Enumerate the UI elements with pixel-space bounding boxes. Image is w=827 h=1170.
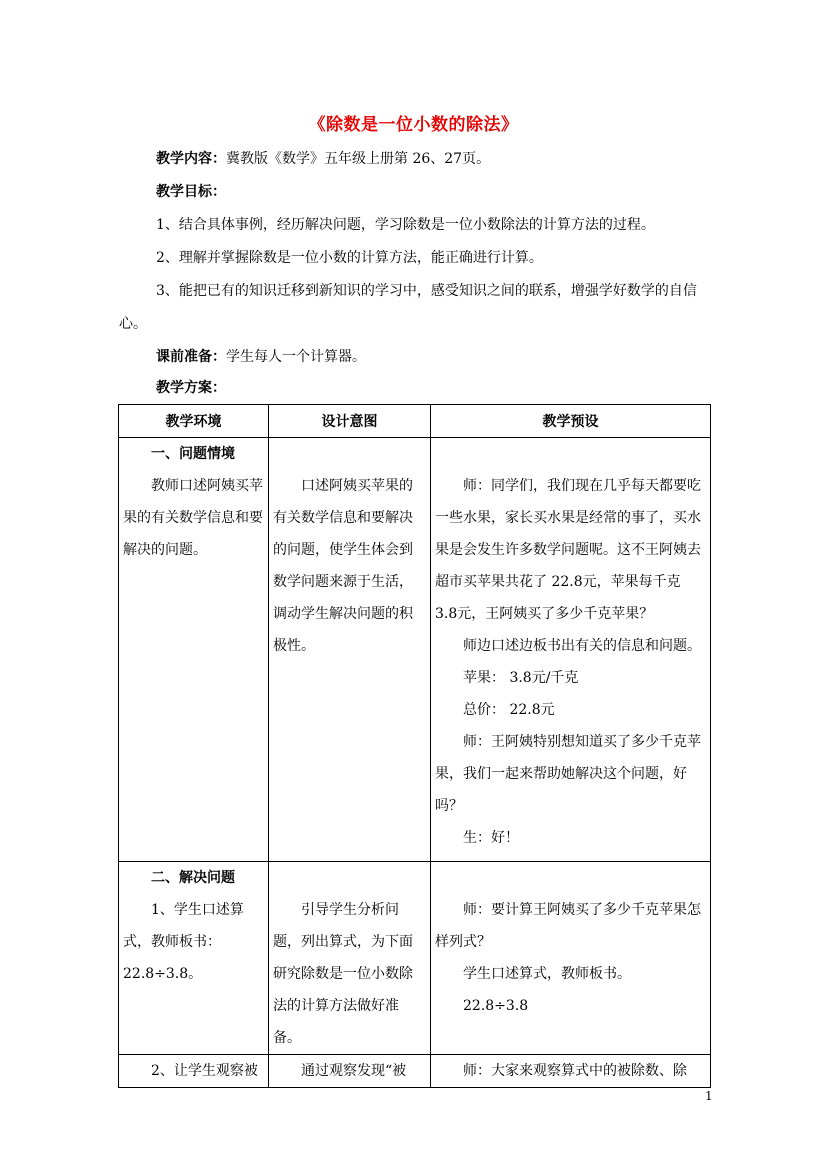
plan-table	[118, 404, 711, 1088]
preset-text: 师：大家来观察算式中的被除数、除	[463, 1063, 687, 1079]
content-text: 冀教版《数学》五年级上册第 26、27页。	[226, 151, 491, 167]
intent-cell	[269, 1055, 431, 1088]
goal-item-1: 1、结合具体事例，经历解决问题，学习除数是一位小数除法的计算方法的过程。	[156, 217, 655, 233]
preset-cell	[431, 1055, 711, 1088]
preset-text: 师：王阿姨特别想知道买了多少千克苹果，我们一起来帮助她解决这个问题，好吗？	[435, 734, 701, 814]
intent-text: 口述阿姨买苹果的有关数学信息和要解决的问题，使学生体会到数学问题来源于生活，调动学生解决问题的积极性。	[273, 478, 413, 654]
intent-cell	[269, 438, 431, 862]
page-number: 1	[705, 1089, 713, 1103]
preset-text: 师：同学们，我们现在几乎每天都要吃一些水果，家长买水果是经常的事了，买水果是会发生许多数学问题呢。这不王阿姨去超市买苹果共花了 22.8元，苹果每千克 3.8元，王阿姨买了多少千克苹果？	[435, 478, 701, 622]
table-row	[119, 862, 711, 1055]
prep-label: 课前准备：	[156, 349, 226, 365]
plan-label: 教学方案：	[156, 380, 226, 396]
content-line	[119, 143, 711, 176]
prep-text: 学生每人一个计算器。	[226, 349, 366, 365]
plan-heading	[119, 372, 711, 405]
header-preset: 教学预设	[431, 405, 711, 438]
header-intent: 设计意图	[269, 405, 431, 438]
env-text: 1、学生口述算式，教师板书： 22.8÷3.8。	[123, 902, 244, 982]
preset-text: 22.8÷3.8	[463, 998, 529, 1014]
preset-text: 生：好！	[463, 830, 519, 846]
content-label: 教学内容：	[156, 151, 226, 167]
preset-cell	[431, 438, 711, 862]
prep-line	[119, 341, 711, 374]
env-cell	[119, 862, 269, 1055]
preset-text: 师边口述边板书出有关的信息和问题。	[463, 638, 701, 654]
preset-text: 学生口述算式，教师板书。	[463, 966, 631, 982]
section-title: 一、问题情境	[151, 446, 235, 462]
section-title: 二、解决问题	[151, 870, 235, 886]
table-header-row	[119, 405, 711, 438]
intent-text: 通过观察发现“被	[301, 1063, 407, 1079]
goal-item-2: 2、理解并掌握除数是一位小数的计算方法，能正确进行计算。	[156, 250, 543, 266]
table-row	[119, 1055, 711, 1088]
document-title: 《除数是一位小数的除法》	[308, 115, 519, 135]
header-env: 教学环境	[119, 405, 269, 438]
goals-heading	[119, 176, 711, 209]
table-row	[119, 438, 711, 862]
env-text: 2、让学生观察被	[151, 1063, 258, 1079]
preset-text: 总价： 22.8元	[463, 702, 555, 718]
preset-text: 苹果： 3.8元/千克	[463, 670, 579, 686]
intent-cell	[269, 862, 431, 1055]
preset-text: 师：要计算王阿姨买了多少千克苹果怎样列式？	[435, 902, 701, 950]
env-cell	[119, 1055, 269, 1088]
preset-cell	[431, 862, 711, 1055]
env-text: 教师口述阿姨买苹果的有关数学信息和要解决的问题。	[123, 478, 263, 558]
env-cell	[119, 438, 269, 862]
goal-item-3: 3、能把已有的知识迁移到新知识的学习中，感受知识之间的联系，增强学好数学的自信心。	[119, 283, 697, 332]
goals-label: 教学目标：	[156, 184, 226, 200]
intent-text: 引导学生分析问题，列出算式，为下面研究除数是一位小数除法的计算方法做好准备。	[273, 902, 413, 1046]
